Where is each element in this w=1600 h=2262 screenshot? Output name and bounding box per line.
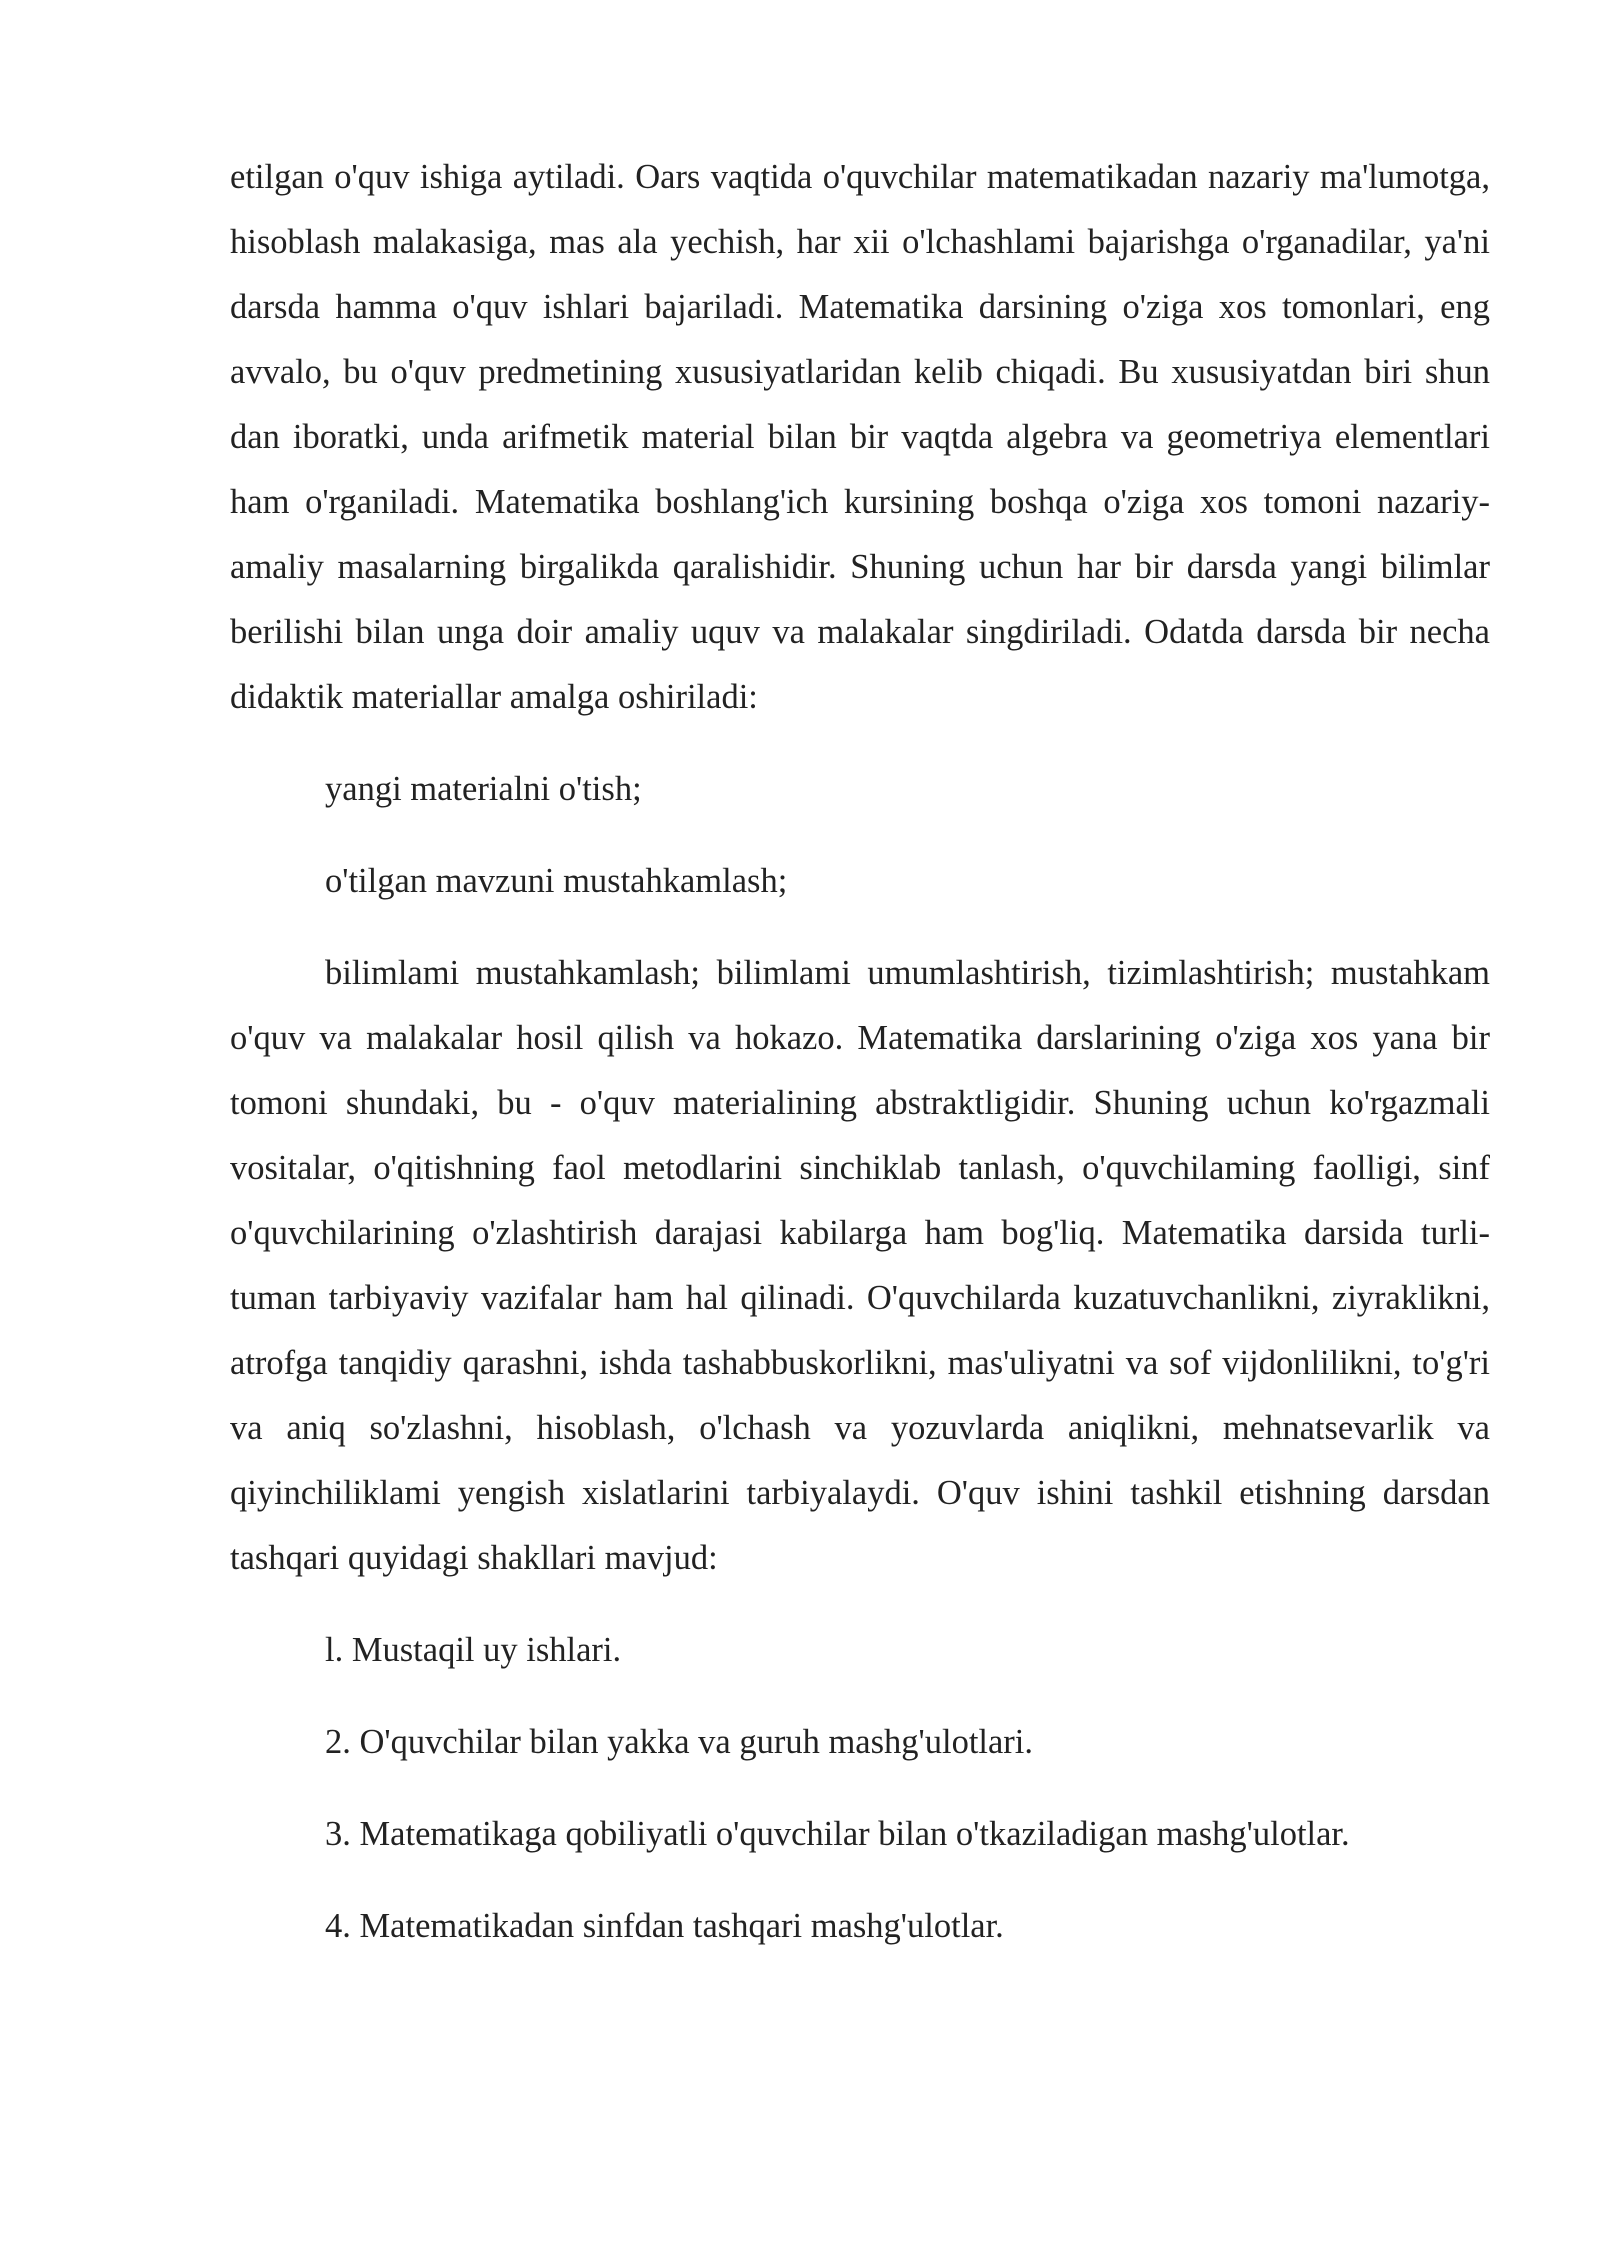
paragraph: bilimlami mustahkamlash; bilimlami umumlashtirish, tizimlashtirish; mustahkam o'quv va malakalar hosil qilish va hokazo. Matematika darslarining o'ziga xos yana bir tomoni shundaki, bu - o'quv materialining abstraktligidir. Shuning uchun ko'rgazmali vositalar, o'qitishning faol metodlarini sinchiklab tanlash, o'quvchilaming faolligi, sinf o'quvchilarining o'zlashtirish darajasi kabilarga ham bog'liq. Matematika darsida turli-tuman tarbiyaviy vazifalar ham hal qilinadi. O'quvchilarda kuzatuvchanlikni, ziyraklikni, atrofga tanqidiy qarashni, ishda tashabbuskorlikni, mas'uliyatni va sof vijdonlilikni, to'g'ri va aniq so'zlashni, hisoblash, o'lchash va yozuvlarda aniqlikni, mehnatsevarlik va qiyinchiliklami yengish xislatlarini tarbiyalaydi. O'quv ishini tashkil etishning darsdan tashqari quyidagi shakllari mavjud: [230, 954, 1490, 1577]
numbered-list-item: 3. Matematikaga qobiliyatli o'quvchilar bilan o'tkaziladigan mashg'ulotlar. [325, 1815, 1350, 1853]
list-item: yangi materialni o'tish; [325, 770, 642, 808]
numbered-list-item: 4. Matematikadan sinfdan tashqari mashg'ulotlar. [325, 1907, 1004, 1945]
numbered-list-item: l. Mustaqil uy ishlari. [325, 1631, 622, 1669]
paragraph: etilgan o'quv ishiga aytiladi. Oars vaqtida o'quvchilar matematikadan nazariy ma'lumotga, hisoblash malakasiga, mas ala yechish, har xii o'lchashlami bajarishga o'rganadilar, ya'ni darsda hamma o'quv ishlari bajariladi. Matematika darsining o'ziga xos tomonlari, eng avvalo, bu o'quv predmetining xususiyatlaridan kelib chiqadi. Bu xususiyatdan biri shun dan iboratki, unda arifmetik material bilan bir vaqtda algebra va geometriya elementlari ham o'rganiladi. Matematika boshlang'ich kursining boshqa o'ziga xos tomoni nazariy-amaliy masalarning birgalikda qaralishidir. Shuning uchun har bir darsda yangi bilimlar berilishi bilan unga doir amaliy uquv va malakalar singdiriladi. Odatda darsda bir necha didaktik materiallar amalga oshiriladi: [230, 158, 1490, 716]
list-item: o'tilgan mavzuni mustahkamlash; [325, 862, 788, 900]
numbered-list-item: 2. O'quvchilar bilan yakka va guruh mashg'ulotlari. [325, 1723, 1034, 1761]
document-body [230, 145, 1490, 1959]
